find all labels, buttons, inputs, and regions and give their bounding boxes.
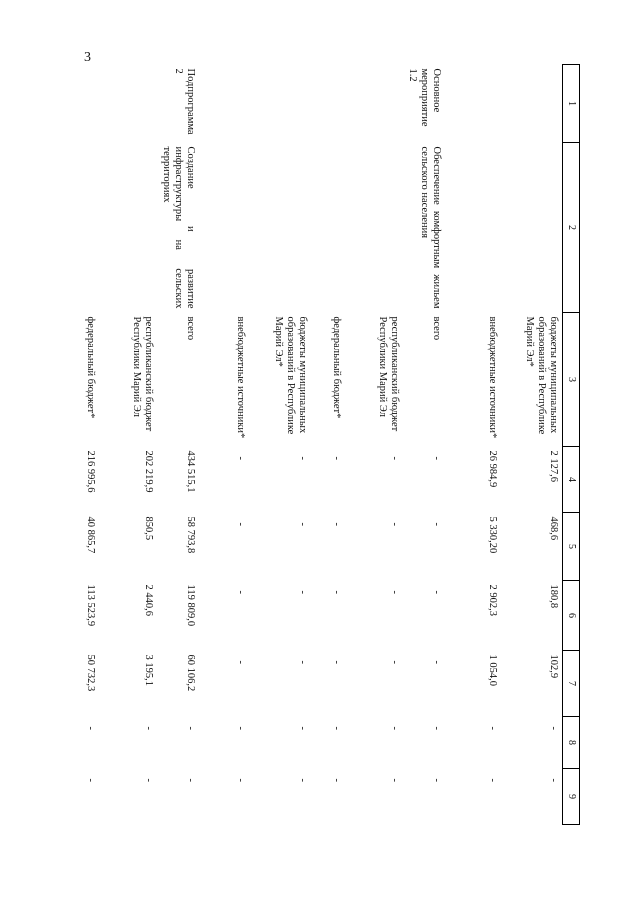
cell-value: -	[296, 590, 308, 594]
cell-value: -	[487, 778, 498, 782]
cell-value: -	[431, 522, 442, 526]
cell-item	[69, 65, 99, 143]
cell-name	[345, 143, 403, 313]
cell-source: федеральный бюджет*	[84, 316, 96, 419]
cell-value: -	[548, 778, 560, 782]
cell-value: 434 515,1	[184, 450, 196, 493]
cell-value: -	[388, 778, 400, 782]
cell-value: -	[487, 726, 498, 730]
cell-value: -	[296, 778, 308, 782]
cell-name	[311, 143, 345, 313]
cell-value: -	[184, 778, 196, 782]
cell-value: 26 984,9	[487, 450, 498, 488]
cell-value: -	[388, 456, 400, 460]
column-header: 9	[563, 769, 580, 825]
cell-source: всего	[431, 316, 442, 341]
cell-source: внебюджетные источники*	[234, 316, 246, 439]
column-header: 5	[563, 513, 580, 581]
column-header: 6	[563, 581, 580, 651]
table-row	[199, 65, 249, 825]
cell-name	[199, 143, 249, 313]
cell-value: -	[234, 522, 246, 526]
cell-item: Подпрограмма 2	[172, 68, 196, 135]
table-row	[403, 65, 445, 825]
cell-value: 3 195,1	[142, 654, 154, 686]
column-header: 3	[563, 313, 580, 447]
table-header-row	[563, 65, 580, 825]
cell-name	[99, 143, 157, 313]
cell-value: -	[388, 590, 400, 594]
column-header: 1	[563, 65, 580, 143]
cell-value: 113 523,9	[84, 584, 96, 627]
rotated-table-container	[84, 64, 580, 824]
cell-source: федеральный бюджет*	[330, 316, 342, 419]
cell-value: 58 793,8	[184, 516, 196, 554]
cell-item	[445, 65, 501, 143]
cell-name	[501, 143, 563, 313]
cell-item	[199, 65, 249, 143]
cell-source: республиканский бюджет Республики Марий Эл	[376, 316, 400, 432]
cell-value: -	[84, 726, 96, 730]
cell-item	[345, 65, 403, 143]
cell-name: Создание и развитие инфраструктуры на сельских территориях	[160, 146, 196, 309]
cell-source: внебюджетные источники*	[487, 316, 498, 439]
cell-value: -	[330, 726, 342, 730]
column-header: 8	[563, 717, 580, 769]
cell-value: -	[431, 660, 442, 664]
table-row	[69, 65, 99, 825]
page-number: 3	[84, 50, 91, 65]
table-row	[345, 65, 403, 825]
table-row	[445, 65, 501, 825]
cell-value: 180,8	[548, 584, 560, 609]
cell-name	[445, 143, 501, 313]
cell-value: -	[234, 778, 246, 782]
cell-value: -	[184, 726, 196, 730]
cell-value: -	[142, 726, 154, 730]
cell-value: -	[296, 522, 308, 526]
cell-value: 50 732,3	[84, 654, 96, 692]
cell-value: -	[548, 726, 560, 730]
cell-value: 119 809,0	[184, 584, 196, 627]
cell-value: -	[388, 726, 400, 730]
column-header: 7	[563, 651, 580, 717]
cell-value: 2 902,3	[487, 584, 498, 616]
cell-value: 2 127,6	[548, 450, 560, 482]
cell-value: 5 330,20	[487, 516, 498, 554]
cell-value: -	[296, 726, 308, 730]
cell-value: -	[142, 778, 154, 782]
cell-value: 1 054,0	[487, 654, 498, 686]
column-header: 4	[563, 447, 580, 513]
cell-value: -	[330, 590, 342, 594]
cell-value: 216 995,6	[84, 450, 96, 493]
cell-value: 202 219,9	[142, 450, 154, 493]
cell-item	[501, 65, 563, 143]
cell-source: республиканский бюджет Республики Марий Эл	[130, 316, 154, 432]
cell-value: 102,9	[548, 654, 560, 679]
cell-value: -	[431, 456, 442, 460]
cell-value: -	[234, 456, 246, 460]
cell-value: -	[388, 522, 400, 526]
cell-name	[249, 143, 311, 313]
table-row	[311, 65, 345, 825]
cell-value: -	[431, 726, 442, 730]
table-row	[501, 65, 563, 825]
cell-value: -	[296, 660, 308, 664]
cell-name: Обеспечение комфортным жильем сельского населения	[418, 146, 442, 309]
table-row	[99, 65, 157, 825]
cell-value: -	[234, 590, 246, 594]
cell-value: -	[388, 660, 400, 664]
cell-item: Основное мероприятие 1.2	[406, 68, 442, 127]
cell-value: -	[234, 660, 246, 664]
cell-value: 60 106,2	[184, 654, 196, 692]
cell-value: -	[84, 778, 96, 782]
budget-table	[69, 64, 580, 825]
cell-value: -	[330, 456, 342, 460]
cell-value: -	[330, 660, 342, 664]
cell-value: 2 440,6	[142, 584, 154, 616]
cell-value: 468,6	[548, 516, 560, 541]
table-row	[249, 65, 311, 825]
cell-name	[69, 143, 99, 313]
cell-value: -	[431, 778, 442, 782]
cell-value: 40 865,7	[84, 516, 96, 554]
cell-source: всего	[184, 316, 196, 341]
cell-source: бюджеты муниципальных образований в Республике Марий Эл*	[272, 316, 308, 435]
cell-value: 850,5	[142, 516, 154, 541]
cell-value: -	[330, 522, 342, 526]
cell-value: -	[234, 726, 246, 730]
cell-value: -	[296, 456, 308, 460]
cell-value: -	[330, 778, 342, 782]
cell-item	[311, 65, 345, 143]
column-header: 2	[563, 143, 580, 313]
cell-item	[99, 65, 157, 143]
cell-item	[249, 65, 311, 143]
table-row	[157, 65, 199, 825]
cell-source: бюджеты муниципальных образований в Республике Марий Эл*	[524, 316, 560, 435]
cell-value: -	[431, 590, 442, 594]
